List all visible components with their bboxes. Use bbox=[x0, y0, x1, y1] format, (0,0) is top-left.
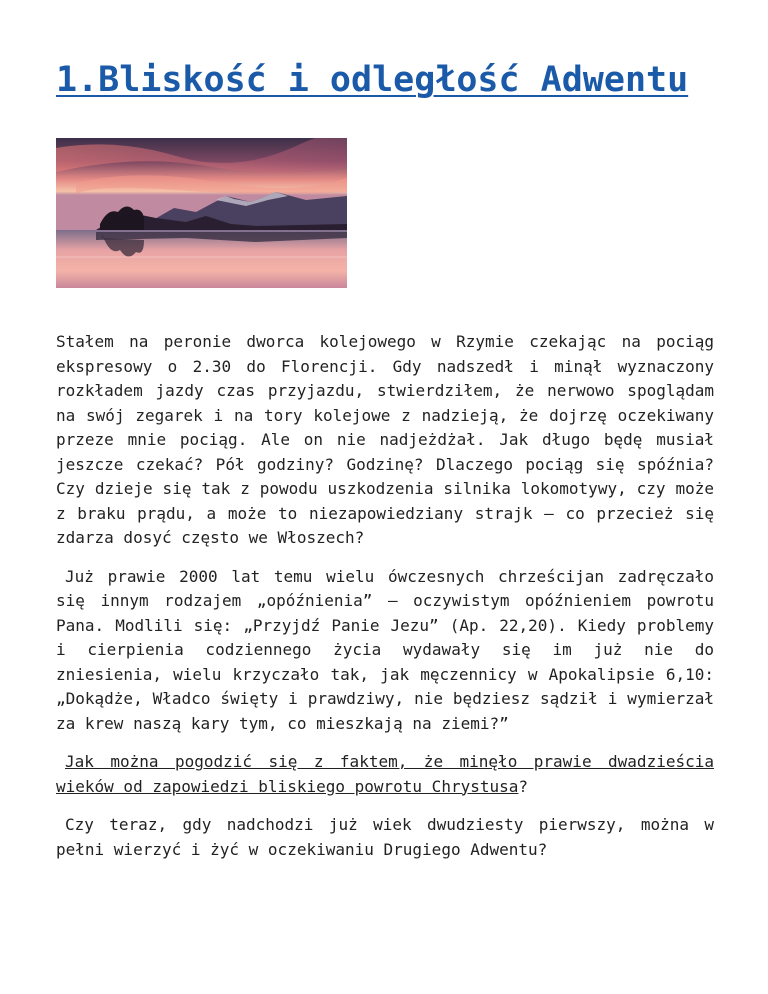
paragraph-second-advent: Czy teraz, gdy nadchodzi już wiek dwudziesty pierwszy, można w pełni wierzyć i żyć w oczekiwaniu Drugiego Adwentu? bbox=[56, 815, 714, 859]
article-page bbox=[56, 54, 714, 862]
question-link[interactable]: Jak można pogodzić się z faktem, że minęło prawie dwadzieścia wieków od zapowiedzi bliskiego powrotu Chrystusa bbox=[56, 752, 714, 796]
article-title[interactable] bbox=[56, 54, 714, 106]
paragraph-train-story: Stałem na peronie dworca kolejowego w Rzymie czekając na pociąg ekspresowy o 2.30 do Florencji. Gdy nadszedł i minął wyznaczony rozkładem jazdy czas przyjazdu, stwierdziłem, że nerwowo spoglądam na swój zegarek i na tory kolejowe z nadzieją, że dojrzę oczekiwany przeze mnie pociąg. Ale on nie nadjeżdżał. Jak długo będę musiał jeszcze czekać? Pół godziny? Godzinę? Dlaczego pociąg się spóźnia? Czy dzieje się tak z powodu uszkodzenia silnika lokomotywy, czy może z braku prądu, a może to niezapowiedziany strajk – co przecież się zdarza dosyć często we Włoszech? bbox=[56, 332, 714, 547]
sunset-lake-photo bbox=[56, 138, 347, 288]
question-mark: ? bbox=[518, 776, 529, 796]
paragraph-early-christians: Już prawie 2000 lat temu wielu ówczesnych chrześcijan zadręczało się innym rodzajem „opóźnienia” – oczywistym opóźnieniem powrotu Pana. Modlili się: „Przyjdź Panie Jezu” (Ap. 22,20). Kiedy problemy i cierpienia codziennego życia wydawały się im już nie do zniesienia, wielu krzyczało tak, jak męczennicy w Apokalipsie 6,10: „Dokądże, Władco święty i prawdziwy, nie będziesz sądził i wymierzał za krew naszą kary tym, co mieszkają na ziemi?” bbox=[56, 566, 714, 733]
paragraph-question-link bbox=[56, 750, 714, 799]
article-title-link[interactable]: 1.Bliskość i odległość Adwentu bbox=[56, 60, 689, 100]
